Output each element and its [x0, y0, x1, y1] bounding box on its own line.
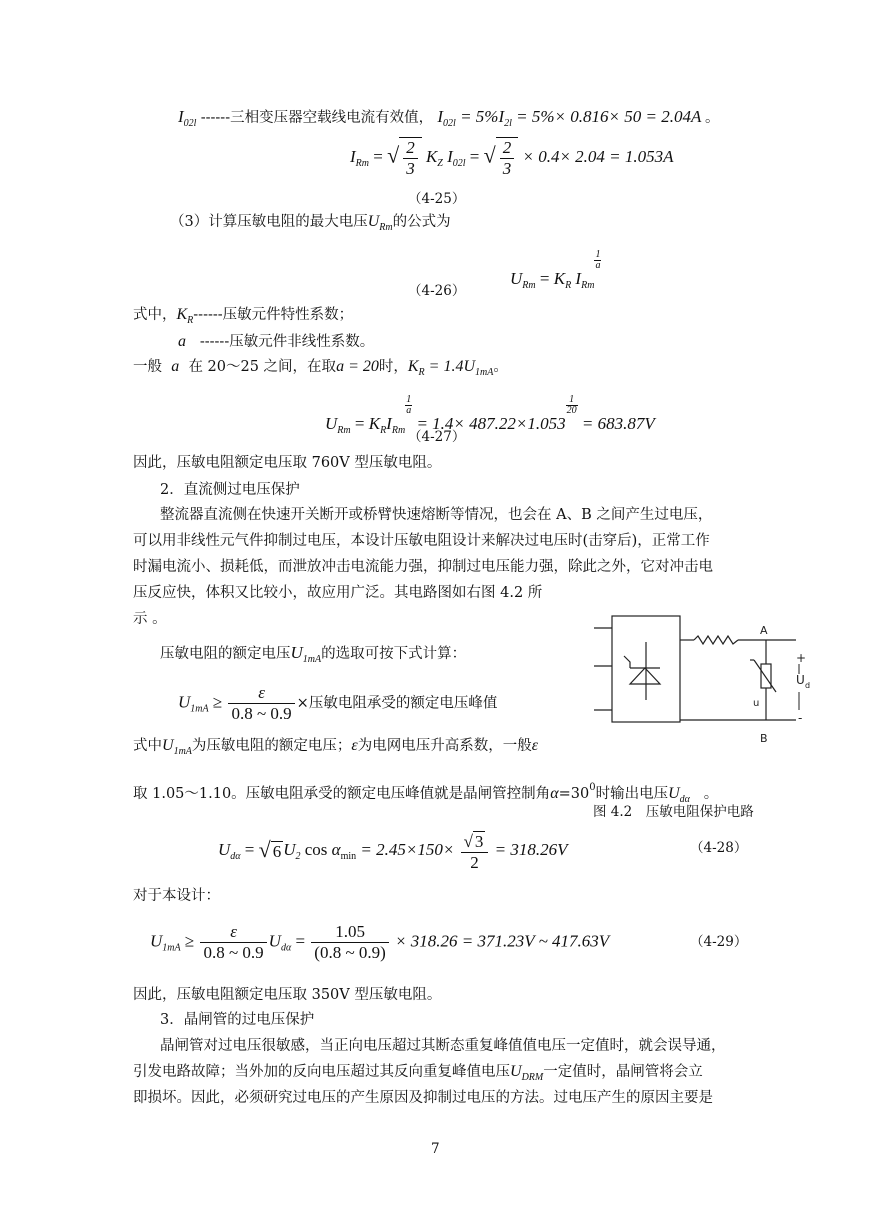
text: 一般 — [133, 359, 162, 375]
text: 的公式为 — [392, 214, 451, 230]
varistor-protection-circuit-diagram — [590, 612, 826, 780]
page-number: 7 — [431, 1141, 440, 1157]
text: 。 — [493, 359, 508, 375]
text-line-general: 一般 a 在 20～25 之间，在取a = 20时，$K_R = 1.4U_{1mA}$。 — [133, 358, 508, 378]
eq-u1ma-end: × 318.26 = 371.23V ~ 417.63V — [395, 931, 610, 951]
paragraph-line-2: 可以用非线性元气件抑制过电压，本设计压敏电阻设计来解决过电压时(击穿后)，正常工作 — [133, 533, 710, 549]
eq-urm-end: = 683.87V — [581, 414, 655, 433]
eq-urm-mid: = 1.4× 487.22×1.053 — [416, 414, 566, 433]
sqrt-sign: √ $\frac{2}{3}$ — [387, 137, 422, 179]
varistor-icon — [761, 664, 771, 688]
thyristor-icon — [630, 668, 660, 684]
text: ×压敏电阻承受的额定电压峰值 — [296, 695, 498, 712]
text-line-u1ma: 压敏电阻的额定电压$U_{1mA}$的选取可按下式计算： — [160, 643, 467, 665]
section-heading-dc: 2．直流侧过电压保护 — [160, 482, 300, 498]
eq-ud-end: = 318.26V — [494, 840, 568, 860]
paragraph-line-5: 示 。 — [133, 611, 167, 627]
eq-i02l-value: = 5%× 0.816× 50 = 2.04A — [516, 107, 702, 126]
text: 的选取可按下式计算： — [321, 646, 467, 662]
node-label-b: B — [760, 732, 768, 745]
text: ------压敏元件特性系数； — [193, 307, 354, 323]
paragraph-line-4: 压反应快，体积又比较小，故应用广泛。其电路图如右图 4.2 所 — [133, 585, 543, 601]
eq-ud-mid: = 2.45×150× — [360, 840, 455, 860]
text-line-kr: 式中，$K_R------$压敏元件特性系数； — [133, 306, 354, 326]
text-line-conclusion-2: 因此，压敏电阻额定电压取 350V 型压敏电阻。 — [133, 987, 442, 1003]
text: 时， — [378, 359, 408, 375]
paragraph2-line-2: 引发电路故障；当外加的反向电压超过其反向重复峰值电压$U_{DRM}$一定值时，晶闸管将会立 — [133, 1063, 703, 1083]
eq-number-4-25: （4-25） — [408, 191, 466, 207]
eq-u1ma-inequality: $U_{1mA}$ ≥ $\frac{\varepsilon}{0.8 \sim 0.9}$ ×压敏电阻承受的额定电压峰值 — [178, 683, 498, 723]
eq-i02l-percent: = 5%I — [460, 107, 505, 126]
eq-number-4-26: （4-26） — [408, 283, 466, 299]
text: 时输出电压 — [595, 786, 669, 802]
text: ------压敏元件非线性系数。 — [199, 334, 375, 350]
eq-irm: $I_{Rm}$ = √ $\frac{2}{3}$ $K_Z$ $I_{02l}$ = √ $\frac{2}{3}$ × 0.4× 2.04 = 1.053A — [350, 138, 674, 178]
sqrt-sign-2: √ $\frac{2}{3}$ — [484, 137, 519, 179]
text: 为压敏电阻的额定电压； — [191, 738, 352, 754]
eq-number-4-27: （4-27） — [408, 429, 466, 445]
figure-caption: 图 4.2 压敏电阻保护电路 — [593, 804, 754, 820]
text: 在 20～25 之间，在取 — [188, 359, 337, 375]
paragraph-line-3: 时漏电流小、损耗低，而泄放冲击电流能力强，抑制过电压能力强，除此之外，它对冲击电 — [133, 559, 713, 575]
section-heading-thyristor: 3．晶闸管的过电压保护 — [160, 1012, 315, 1028]
eq-number-4-28: （4-28） — [690, 840, 748, 856]
eq-kr-value: = 1.4U — [428, 358, 475, 375]
text: 一定值时，晶闸管将会立 — [543, 1064, 703, 1080]
paragraph2-line-3: 即损坏。因此，必须研究过电压的产生原因及抑制过电压的方法。过电压产生的原因主要是 — [133, 1090, 713, 1106]
eq-udalpha: $U_{d\alpha}$ = √ 6 $U_2$ $\cos \alpha_{min} = 2.45\times 150\times$ $\frac{√ 3}{2}$ = 318.26V — [218, 831, 568, 872]
text-line-a: a ------压敏元件非线性系数。 — [178, 333, 375, 350]
text: 为电网电压升高系数，一般 — [357, 738, 532, 754]
paragraph2-line-1: 晶闸管对过电压很敏感，当正向电压超过其断态重复峰值值电压一定值时，就会误导通， — [160, 1038, 726, 1054]
punct: 。 — [701, 110, 720, 126]
eq-denominator-2: (0.8 ~ 0.9) — [311, 942, 389, 963]
eq-irm-value: × 0.4× 2.04 = 1.053A — [522, 146, 674, 166]
eq-number-4-29: （4-29） — [690, 934, 748, 950]
label-minus: - — [798, 711, 803, 725]
eq-urm-formula: $U_{Rm} = K_R$ $I_{Rm}$ $\frac{1}{a}$ — [510, 249, 601, 291]
eq-a-value: = 20 — [348, 358, 379, 375]
eq-u1ma-value: $U_{1mA}$ ≥ $\frac{\varepsilon}{0.8 \sim 0.9}$ $U_{d\alpha}$ = $\frac{1.05}{(0.8 \sim 0.9)}$ × 318.26 = 371.23V ~ 417.63V — [150, 922, 610, 962]
eq-urm-value: $U_{Rm} = K_RI_{Rm}$ $\frac{1}{a}$ = 1.4× 487.22×1.053 $\frac{1}{20}$ = 683.87V — [325, 394, 655, 436]
label-plus: + — [796, 651, 807, 665]
text: （3）计算压敏电阻的最大电压 — [170, 214, 368, 230]
text: =30 — [558, 786, 590, 802]
text: 引发电路故障；当外加的反向电压超过其反向重复峰值电压 — [133, 1064, 510, 1080]
text: 式中 — [133, 738, 162, 754]
resistor-icon — [694, 636, 738, 644]
label-u: u — [753, 698, 760, 709]
paragraph-line-1: 整流器直流侧在快速开关断开或桥臂快速熔断等情况，也会在 A、B 之间产生过电压， — [160, 507, 713, 523]
text-line-where: 式中$U_{1mA}$为压敏电阻的额定电压；ε为电网电压升高系数，一般ε — [133, 737, 539, 757]
eq-denominator: 0.8 ~ 0.9 — [228, 703, 294, 724]
eq-i: I — [575, 269, 582, 288]
text-line-conclusion-1: 因此，压敏电阻额定电压取 760V 型压敏电阻。 — [133, 455, 442, 471]
eq-numerator: 1.05 — [335, 922, 365, 941]
text: 式中， — [133, 307, 177, 323]
node-label-a: A — [760, 624, 768, 637]
text: 取 1.05～1.10。压敏电阻承受的额定电压峰值就是晶闸管控制角 — [133, 786, 551, 802]
text-line-3: （3）计算压敏电阻的最大电压$U_{Rm}$的公式为 — [170, 213, 451, 233]
text-line-for-design: 对于本设计： — [133, 888, 220, 904]
eq-i02l-definition: $I_{02l}$ ------三相变压器空载线电流有效值， $I_{02l} = 5\%I_{2l} = 5\%\times 0.816\times 50 = 2.04A$ 。 — [178, 107, 720, 129]
text: 压敏电阻的额定电压 — [160, 646, 291, 662]
i02l-description: ------三相变压器空载线电流有效值， — [200, 110, 434, 126]
text: 。 — [703, 786, 719, 802]
label-ud-sub: d — [805, 681, 811, 690]
label-ud: U — [796, 673, 805, 687]
eq-kz: K — [425, 146, 438, 166]
eq-k: K — [553, 269, 566, 288]
text-line-take: 取 1.05～1.10。压敏电阻承受的额定电压峰值就是晶闸管控制角$\alpha=30^0$时输出电压$U_{d\alpha}$ 。 — [133, 782, 719, 805]
